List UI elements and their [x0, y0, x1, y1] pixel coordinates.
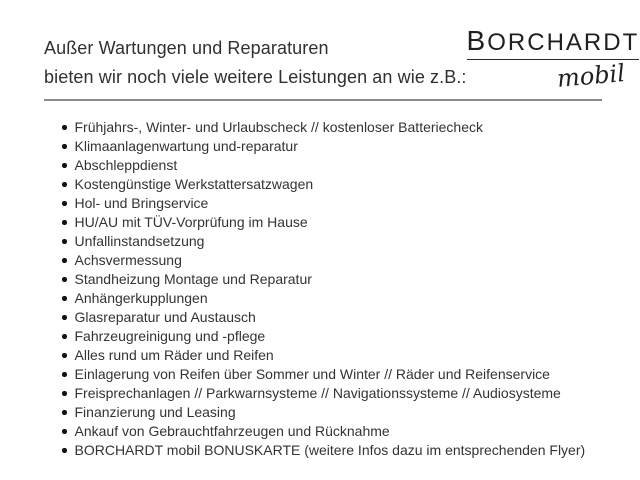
bullet-icon	[62, 277, 67, 282]
list-item	[44, 194, 602, 213]
list-item	[44, 137, 602, 156]
list-item	[44, 289, 602, 308]
service-label: Alles rund um Räder und Reifen	[74, 347, 274, 363]
service-label: Unfallinstandsetzung	[74, 233, 205, 249]
service-label: Frühjahrs-, Winter- und Urlaubscheck // kostenloser Batteriecheck	[74, 119, 483, 135]
service-label: HU/AU mit TÜV-Vorprüfung im Hause	[74, 214, 308, 230]
bullet-icon	[62, 220, 67, 225]
list-item	[44, 270, 602, 289]
list-item	[44, 365, 602, 384]
list-item	[44, 232, 602, 251]
service-label: Hol- und Bringservice	[74, 195, 209, 211]
service-label: Fahrzeugreinigung und -pflege	[74, 328, 266, 344]
bullet-icon	[62, 258, 67, 263]
bullet-icon	[62, 239, 67, 244]
bullet-icon	[62, 315, 67, 320]
list-item	[44, 384, 602, 403]
service-label: Anhängerkupplungen	[74, 290, 208, 306]
divider-line	[44, 99, 602, 101]
bullet-icon	[62, 144, 67, 149]
list-item	[44, 346, 602, 365]
services-list	[44, 118, 602, 460]
list-item	[44, 403, 602, 422]
bullet-icon	[62, 125, 67, 130]
bullet-icon	[62, 163, 67, 168]
service-label: Klimaanlagenwartung und-reparatur	[74, 138, 298, 154]
list-item	[44, 156, 602, 175]
bullet-icon	[62, 353, 67, 358]
service-label: Achsvermessung	[74, 252, 182, 268]
list-item	[44, 251, 602, 270]
bullet-icon	[62, 201, 67, 206]
bullet-icon	[62, 334, 67, 339]
service-label: Finanzierung und Leasing	[74, 404, 236, 420]
service-label: Einlagerung von Reifen über Sommer und Winter // Räder und Reifenservice	[74, 366, 550, 382]
list-item	[44, 308, 602, 327]
service-label: Freisprechanlagen // Parkwarnsysteme // Navigationssysteme // Audiosysteme	[74, 385, 561, 401]
service-label: Glasreparatur und Austausch	[74, 309, 256, 325]
service-label: Abschleppdienst	[74, 157, 178, 173]
bullet-icon	[62, 372, 67, 377]
list-item	[44, 118, 602, 137]
logo-wordmark: BORCHARDT	[467, 27, 640, 60]
bullet-icon	[62, 410, 67, 415]
list-item	[44, 327, 602, 346]
bullet-icon	[62, 429, 67, 434]
heading-line-1: Außer Wartungen und Reparaturen	[44, 38, 329, 58]
bullet-icon	[62, 296, 67, 301]
service-label: Kostengünstige Werkstattersatzwagen	[74, 176, 314, 192]
bullet-icon	[62, 448, 67, 453]
borchardt-logo	[466, 25, 640, 93]
service-label: BORCHARDT mobil BONUSKARTE (weitere Infos dazu im entsprechenden Flyer)	[74, 442, 586, 458]
page-title	[44, 34, 467, 91]
header	[44, 25, 640, 93]
list-item	[44, 175, 602, 194]
list-item	[44, 441, 602, 460]
heading-line-2: bieten wir noch viele weitere Leistungen an wie z.B.:	[44, 66, 467, 87]
bullet-icon	[62, 182, 67, 187]
logo-tagline: mobil	[556, 59, 627, 93]
list-item	[44, 213, 602, 232]
service-label: Ankauf von Gebrauchtfahrzeugen und Rücknahme	[74, 423, 390, 439]
list-item	[44, 422, 602, 441]
service-label: Standheizung Montage und Reparatur	[74, 271, 312, 287]
bullet-icon	[62, 391, 67, 396]
